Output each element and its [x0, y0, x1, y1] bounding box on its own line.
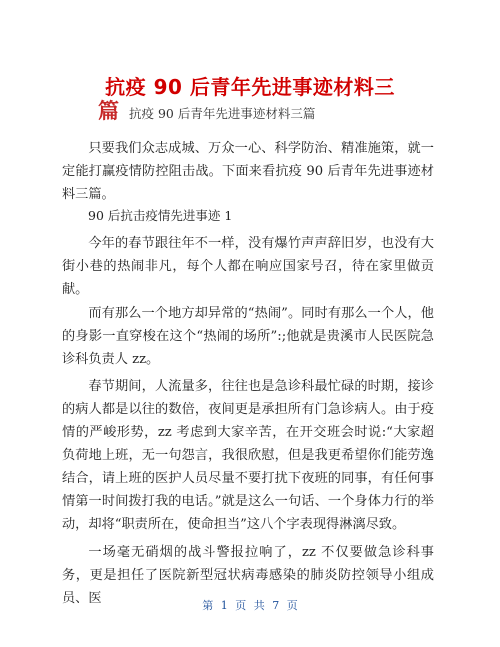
intro-paragraph: 只要我们众志成城、万众一心、科学防治、精准施策，就一定能打赢疫情防控阻击战。下面来看抗疫 90 后青年先进事迹材料三篇。: [62, 141, 434, 202]
body-paragraph-2: 而有那么一个地方却异常的“热闹”。同时有那么一个人，他的身影一直穿梭在这个“热闹的场所”:;他就是贵溪市人民医院急诊科负责人 zz。: [62, 306, 434, 367]
section-heading: 90 后抗击疫情先进事迹 1: [88, 208, 233, 223]
body-paragraph-3: 春节期间，人流量多，往往也是急诊科最忙碌的时期，接诊的病人都是以往的数倍，夜间更是承担所有门急诊病人。由于疫情的严峻形势，zz 考虑到大家辛苦，在开交班会时说:“大家超负荷地上班，无一句怨言，我很欣慰，但是我更希望你们能劳逸结合，请上班的医护人员尽量不要打扰下夜班的同事，有任何事情第一时间拨打我的电话。”就是这么一句话、一个身体力行的举动，却将“职责所在，使命担当”这八个字表现得淋漓尽致。: [62, 379, 434, 532]
body-paragraph-4: 一场毫无硝烟的战斗警报拉响了，zz 不仅要做急诊科事务，更是担任了医院新型冠状病毒感染的肺炎防控领导小组成员、医: [62, 545, 434, 606]
page-footer: 第 1 页 共 7 页: [202, 599, 298, 612]
subtitle-mark: 篇: [98, 99, 119, 123]
document-subtitle: 抗疫 90 后青年先进事迹材料三篇: [129, 106, 316, 121]
document-title: 抗疫 90 后青年先进事迹材料三: [105, 75, 395, 100]
body-paragraph-1: 今年的春节跟往年不一样，没有爆竹声声辞旧岁，也没有大街小巷的热闹非凡，每个人都在响应国家号召，待在家里做贡献。: [62, 236, 434, 297]
subtitle-row: [98, 95, 315, 125]
